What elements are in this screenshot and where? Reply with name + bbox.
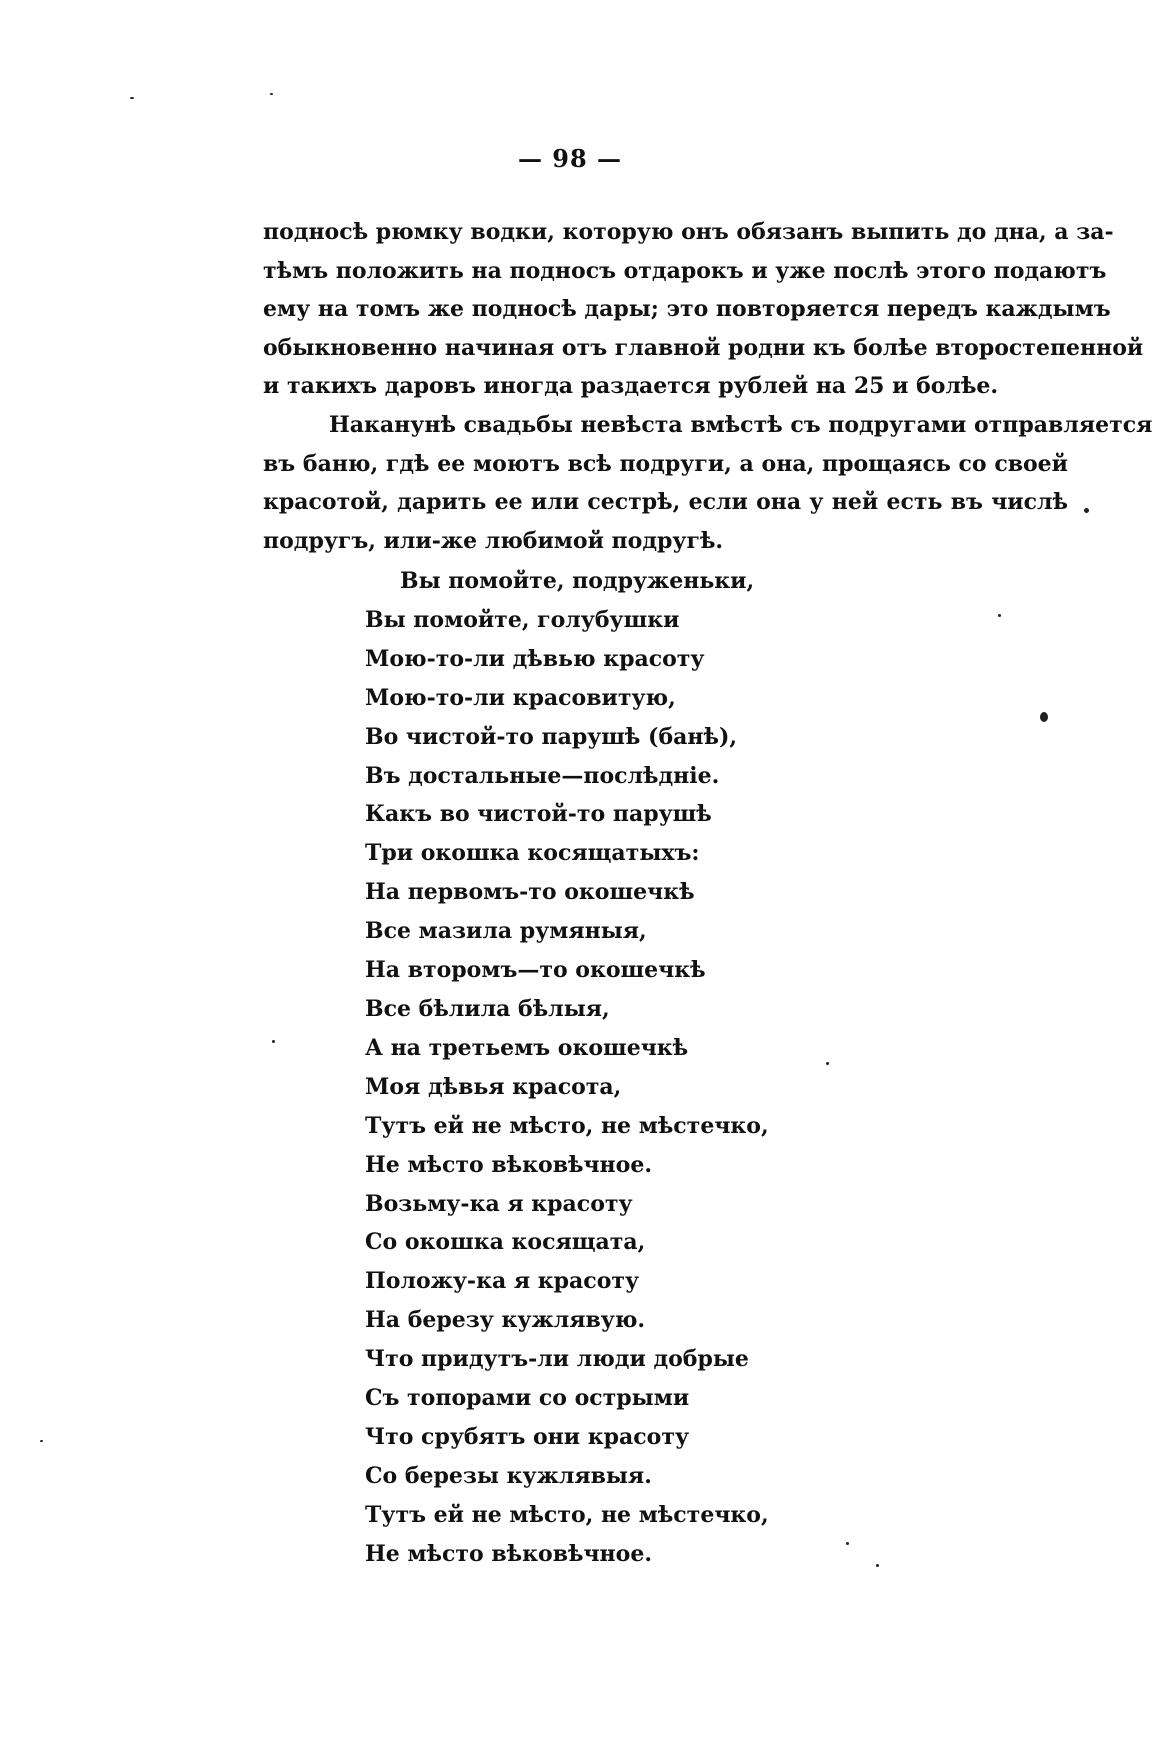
scan-speck	[1084, 508, 1089, 513]
verse-line: Какъ во чистой-то парушѣ	[365, 801, 712, 828]
verse-line: Все бѣлила бѣлыя,	[365, 995, 610, 1022]
paragraph-line: подругъ, или-же любимой подругѣ.	[263, 527, 724, 554]
verse-line: Съ топорами со острыми	[365, 1385, 690, 1412]
verse-line: Что придутъ-ли люди добрые	[365, 1346, 749, 1373]
verse-line: Возьму-ка я красоту	[365, 1190, 633, 1217]
verse-line: Все мазила румяныя,	[365, 918, 647, 945]
verse-line: На первомъ-то окошечкѣ	[365, 879, 695, 906]
paragraph-line: красотой, дарить ее или сестрѣ, если она у ней есть въ числѣ	[263, 489, 1068, 516]
verse-line: Что срубятъ они красоту	[365, 1423, 690, 1450]
paragraph-line: тѣмъ положить на подносъ отдарокъ и уже послѣ этого подаютъ	[263, 257, 1107, 284]
paragraph-line: подносѣ рюмку водки, которую онъ обязанъ выпить до дна, а за-	[263, 219, 1114, 245]
verse-line: Моя дѣвья красота,	[365, 1073, 622, 1100]
verse-line: Не мѣсто вѣковѣчное.	[365, 1540, 652, 1567]
scan-speck	[40, 1440, 43, 1442]
verse-line: Положу-ка я красоту	[365, 1268, 640, 1295]
verse-line: Въ достальные—послѣдніе.	[365, 762, 720, 789]
paragraph-2	[263, 406, 1152, 560]
scan-speck	[270, 93, 273, 95]
verse-line: Вы помойте, голубушки	[365, 606, 680, 633]
verse-line: Вы помойте, подруженьки,	[400, 568, 755, 594]
verse-line: Три окошка косящатыхъ:	[365, 840, 700, 867]
paragraph-line: обыкновенно начиная отъ главной родни къ болѣе второстепенной	[263, 334, 1144, 361]
verse-line: Мою-то-ли дѣвью красоту	[365, 645, 705, 672]
scan-speck	[876, 1564, 879, 1567]
scan-speck	[130, 97, 134, 99]
paragraph-line: ему на томъ же подносѣ дары; это повторяется передъ каждымъ	[263, 296, 1111, 323]
scan-speck	[826, 1062, 829, 1065]
scan-speck	[846, 1542, 849, 1545]
scan-speck	[272, 1040, 275, 1043]
verse-line: Не мѣсто вѣковѣчное.	[365, 1151, 652, 1178]
verse-line: Мою-то-ли красовитую,	[365, 684, 676, 711]
verse-line: Тутъ ей не мѣсто, не мѣстечко,	[365, 1501, 769, 1528]
song-verse	[365, 562, 769, 1574]
scan-speck	[1040, 712, 1048, 722]
paragraph-1	[263, 213, 1144, 406]
paragraph-line: въ баню, гдѣ ее моютъ всѣ подруги, а она, прощаясь со своей	[263, 450, 1068, 477]
scan-speck	[998, 614, 1001, 617]
verse-line: А на третьемъ окошечкѣ	[365, 1034, 689, 1061]
paragraph-line: и такихъ даровъ иногда раздается рублей на 25 и болѣе.	[263, 373, 999, 400]
verse-line: Со березы кужлявыя.	[365, 1462, 652, 1489]
verse-line: Во чистой-то парушѣ (банѣ),	[365, 723, 738, 750]
verse-line: На второмъ—то окошечкѣ	[365, 957, 706, 984]
verse-line: На березу кужлявую.	[365, 1307, 646, 1334]
verse-line: Тутъ ей не мѣсто, не мѣстечко,	[365, 1112, 769, 1139]
paragraph-line: Наканунѣ свадьбы невѣста вмѣстѣ съ подругами отправляется	[329, 412, 1152, 438]
verse-line: Со окошка косящата,	[365, 1229, 646, 1256]
page-number: — 98 —	[517, 144, 623, 173]
